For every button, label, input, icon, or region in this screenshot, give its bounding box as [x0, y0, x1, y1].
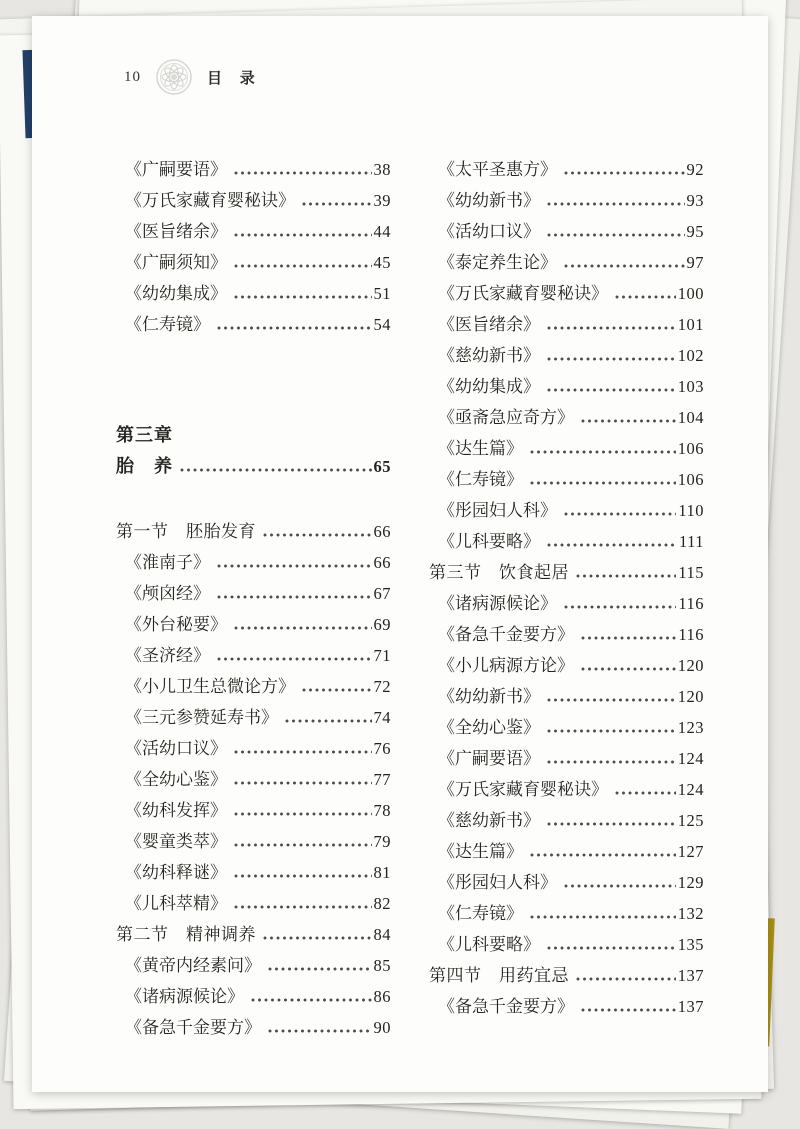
toc-entry-page: 38 [373, 160, 391, 179]
dot-leader [580, 659, 676, 679]
dot-leader [546, 690, 676, 710]
toc-entry-page: 78 [373, 801, 391, 820]
toc-entry-page: 74 [373, 708, 391, 727]
toc-entry-page: 90 [373, 1018, 391, 1037]
toc-entry-page: 137 [677, 966, 704, 985]
toc-entry-page: 69 [373, 615, 391, 634]
toc-entry-label: 《幼幼集成》 [438, 377, 540, 396]
toc-entry-book [116, 950, 391, 981]
toc-entry-page: 135 [677, 935, 704, 954]
dot-leader [546, 349, 676, 369]
toc-entry-page: 106 [677, 470, 704, 489]
toc-entry-page: 51 [373, 284, 391, 303]
toc-entry-page: 81 [373, 863, 391, 882]
toc-entry-book [429, 650, 704, 681]
toc-entry-page: 84 [373, 925, 391, 944]
toc-entry-book [429, 340, 704, 371]
dot-leader [546, 194, 685, 214]
dot-leader [529, 845, 676, 865]
toc-entry-book [429, 805, 704, 836]
toc-entry-book [116, 702, 391, 733]
toc-entry-book [116, 547, 391, 578]
toc-entry-label: 《彤园妇人科》 [438, 501, 557, 520]
dot-leader [233, 256, 372, 276]
toc-entry-book [429, 681, 704, 712]
toc-entry-label: 《圣济经》 [125, 646, 210, 665]
toc-column-right [429, 154, 704, 1043]
toc-entry-page: 76 [373, 739, 391, 758]
toc-entry-page: 66 [373, 553, 391, 572]
toc-entry-book [429, 433, 704, 464]
toc-entry-page: 45 [373, 253, 391, 272]
toc-entry-label: 《颅囟经》 [125, 584, 210, 603]
toc-entry-book [116, 185, 391, 216]
toc-entry-label: 《幼幼集成》 [125, 284, 227, 303]
toc-entry-page: 101 [677, 315, 704, 334]
toc-entry-label: 《广嗣要语》 [125, 160, 227, 179]
dot-leader [179, 460, 372, 480]
dot-leader [563, 876, 676, 896]
dot-leader [546, 814, 676, 834]
toc-entry-book [116, 981, 391, 1012]
dot-leader [529, 473, 676, 493]
toc-entry-section [429, 960, 704, 991]
toc-entry-page: 54 [373, 315, 391, 334]
dot-leader [563, 504, 676, 524]
toc-entry-label: 《彤园妇人科》 [438, 873, 557, 892]
toc-entry-page: 66 [373, 522, 391, 541]
toc-entry-book [429, 619, 704, 650]
toc-entry-page: 129 [677, 873, 704, 892]
dot-leader [233, 742, 372, 762]
toc-entry-page: 102 [677, 346, 704, 365]
toc-entry-book [429, 247, 704, 278]
toc-entry-label: 《诸病源候论》 [125, 987, 244, 1006]
toc-entry-label: 《全幼心鉴》 [125, 770, 227, 789]
toc-entry-book [116, 826, 391, 857]
toc-entry-label: 《仁寿镜》 [438, 904, 523, 923]
toc-entry-label: 《仁寿镜》 [125, 315, 210, 334]
dot-leader [529, 442, 676, 462]
dot-leader [233, 866, 372, 886]
toc-entry-book [116, 309, 391, 340]
toc-entry-label: 《备急千金要方》 [125, 1018, 261, 1037]
dot-leader [546, 752, 676, 772]
toc-entry-chapter_title [116, 451, 391, 482]
toc-entry-page: 104 [677, 408, 704, 427]
toc-entry-book [116, 640, 391, 671]
toc-entry-page: 67 [373, 584, 391, 603]
dot-leader [546, 318, 676, 338]
dot-leader [233, 618, 372, 638]
toc-entry-page: 100 [677, 284, 704, 303]
toc-entry-book [116, 278, 391, 309]
toc-entry-page: 71 [373, 646, 391, 665]
page-header [124, 58, 262, 96]
toc-entry-book [116, 888, 391, 919]
toc-entry-page: 86 [373, 987, 391, 1006]
dot-leader [216, 649, 372, 669]
toc-entry-label: 《幼科释谜》 [125, 863, 227, 882]
toc-entry-book [429, 185, 704, 216]
toc-entry-page: 120 [677, 687, 704, 706]
toc-entry-page: 65 [373, 457, 391, 476]
toc-columns [116, 154, 704, 1043]
toc-entry-label: 《活幼口议》 [125, 739, 227, 758]
toc-entry-label: 《仁寿镜》 [438, 470, 523, 489]
toc-entry-page: 92 [686, 160, 704, 179]
toc-entry-page: 97 [686, 253, 704, 272]
toc-entry-label: 《广嗣要语》 [438, 749, 540, 768]
dot-leader [546, 938, 676, 958]
toc-entry-label: 《医旨绪余》 [125, 222, 227, 241]
book-page [32, 16, 768, 1092]
toc-column-left [116, 154, 391, 1043]
toc-entry-book [429, 774, 704, 805]
toc-entry-label: 《淮南子》 [125, 553, 210, 572]
dot-leader [301, 680, 372, 700]
toc-entry-book [429, 526, 704, 557]
toc-entry-book [429, 588, 704, 619]
dot-leader [284, 711, 372, 731]
toc-entry-page: 116 [678, 625, 704, 644]
toc-entry-label: 《全幼心鉴》 [438, 718, 540, 737]
toc-entry-label: 《医旨绪余》 [438, 315, 540, 334]
dot-leader [216, 318, 372, 338]
toc-entry-label: 《广嗣须知》 [125, 253, 227, 272]
toc-entry-book [116, 578, 391, 609]
toc-entry-label: 第一节 胚胎发育 [116, 522, 256, 541]
toc-entry-page: 124 [677, 780, 704, 799]
dot-leader [262, 525, 372, 545]
toc-entry-page: 93 [686, 191, 704, 210]
toc-entry-book [429, 309, 704, 340]
toc-entry-book [429, 371, 704, 402]
toc-entry-book [429, 278, 704, 309]
toc-entry-page: 125 [677, 811, 704, 830]
toc-entry-label: 《儿科萃精》 [125, 894, 227, 913]
toc-entry-label: 《小儿卫生总微论方》 [125, 677, 295, 696]
toc-entry-label: 第三节 饮食起居 [429, 563, 569, 582]
dot-leader [546, 380, 676, 400]
toc-entry-label: 《小儿病源方论》 [438, 656, 574, 675]
toc-entry-label: 《活幼口议》 [438, 222, 540, 241]
toc-entry-book [116, 795, 391, 826]
toc-entry-label: 《备急千金要方》 [438, 625, 574, 644]
toc-entry-label: 《慈幼新书》 [438, 811, 540, 830]
toc-entry-section [116, 919, 391, 950]
dot-leader [529, 907, 676, 927]
page-number: 10 [124, 68, 141, 85]
dot-leader [563, 163, 685, 183]
toc-entry-book [116, 733, 391, 764]
toc-entry-label: 《泰定养生论》 [438, 253, 557, 272]
dot-leader [233, 225, 372, 245]
page-title: 目 录 [207, 70, 262, 87]
toc-entry-book [429, 867, 704, 898]
dot-leader [233, 163, 372, 183]
toc-entry-book [429, 991, 704, 1022]
toc-entry-chapter [116, 420, 391, 451]
dot-leader [546, 721, 676, 741]
dot-leader [262, 928, 372, 948]
dot-leader [580, 628, 676, 648]
toc-entry-label: 《慈幼新书》 [438, 346, 540, 365]
toc-entry-page: 137 [677, 997, 704, 1016]
toc-entry-book [429, 836, 704, 867]
dot-leader [233, 773, 372, 793]
toc-entry-page: 132 [677, 904, 704, 923]
dot-leader [216, 587, 372, 607]
toc-entry-page: 85 [373, 956, 391, 975]
toc-entry-book [116, 247, 391, 278]
toc-entry-section [429, 557, 704, 588]
dot-leader [563, 597, 676, 617]
dot-leader [233, 835, 372, 855]
dot-leader [233, 897, 372, 917]
toc-entry-section [116, 516, 391, 547]
toc-entry-book [429, 495, 704, 526]
toc-entry-page: 79 [373, 832, 391, 851]
toc-entry-label: 第四节 用药宜忌 [429, 966, 569, 985]
toc-entry-label: 《三元参赞延寿书》 [125, 708, 278, 727]
toc-entry-page: 127 [677, 842, 704, 861]
toc-entry-label: 《达生篇》 [438, 439, 523, 458]
toc-entry-book [429, 154, 704, 185]
toc-entry-label: 《亟斋急应奇方》 [438, 408, 574, 427]
ornament-medallion-icon [155, 58, 193, 96]
toc-spacer [116, 340, 391, 420]
toc-entry-page: 82 [373, 894, 391, 913]
dot-leader [546, 225, 685, 245]
toc-entry-label: 《达生篇》 [438, 842, 523, 861]
toc-entry-book [116, 1012, 391, 1043]
toc-entry-page: 77 [373, 770, 391, 789]
toc-entry-page: 111 [678, 532, 704, 551]
dot-leader [614, 783, 676, 803]
dot-leader [233, 804, 372, 824]
toc-entry-page: 123 [677, 718, 704, 737]
toc-entry-book [429, 464, 704, 495]
toc-entry-label: 《外台秘要》 [125, 615, 227, 634]
toc-entry-label: 胎 养 [116, 456, 173, 476]
dot-leader [580, 411, 676, 431]
toc-entry-page: 39 [373, 191, 391, 210]
toc-entry-page: 106 [677, 439, 704, 458]
dot-leader [563, 256, 685, 276]
toc-entry-page: 116 [678, 594, 704, 613]
toc-entry-label: 《幼科发挥》 [125, 801, 227, 820]
dot-leader [575, 566, 676, 586]
toc-entry-label: 《幼幼新书》 [438, 687, 540, 706]
toc-entry-page: 110 [678, 501, 704, 520]
toc-entry-book [116, 764, 391, 795]
toc-entry-book [116, 154, 391, 185]
toc-entry-label: 《万氏家藏育婴秘诀》 [438, 284, 608, 303]
toc-entry-book [429, 743, 704, 774]
toc-entry-label: 《黄帝内经素问》 [125, 956, 261, 975]
dot-leader [614, 287, 676, 307]
toc-entry-label: 《诸病源候论》 [438, 594, 557, 613]
toc-entry-page: 115 [678, 563, 704, 582]
dot-leader [546, 535, 677, 555]
dot-leader [267, 1021, 372, 1041]
dot-leader [301, 194, 372, 214]
toc-entry-page: 124 [677, 749, 704, 768]
toc-entry-label: 《儿科要略》 [438, 532, 540, 551]
dot-leader [267, 959, 372, 979]
dot-leader [575, 969, 676, 989]
toc-entry-book [429, 402, 704, 433]
toc-entry-page: 44 [373, 222, 391, 241]
dot-leader [216, 556, 372, 576]
toc-entry-label: 《备急千金要方》 [438, 997, 574, 1016]
toc-entry-label: 《太平圣惠方》 [438, 160, 557, 179]
toc-entry-book [429, 898, 704, 929]
dot-leader [250, 990, 372, 1010]
toc-entry-label: 《婴童类萃》 [125, 832, 227, 851]
toc-entry-label: 第二节 精神调养 [116, 925, 256, 944]
toc-entry-book [116, 216, 391, 247]
toc-entry-book [429, 712, 704, 743]
dot-leader [580, 1000, 676, 1020]
toc-entry-book [116, 609, 391, 640]
toc-entry-label: 《幼幼新书》 [438, 191, 540, 210]
toc-entry-label: 《万氏家藏育婴秘诀》 [438, 780, 608, 799]
toc-entry-book [116, 671, 391, 702]
toc-entry-label: 《万氏家藏育婴秘诀》 [125, 191, 295, 210]
toc-entry-page: 95 [686, 222, 704, 241]
dot-leader [233, 287, 372, 307]
toc-spacer [116, 482, 391, 516]
toc-entry-page: 103 [677, 377, 704, 396]
toc-entry-book [116, 857, 391, 888]
toc-entry-book [429, 216, 704, 247]
toc-entry-label: 《儿科要略》 [438, 935, 540, 954]
toc-entry-book [429, 929, 704, 960]
toc-entry-page: 72 [373, 677, 391, 696]
toc-entry-page: 120 [677, 656, 704, 675]
toc-entry-label: 第三章 [116, 425, 173, 445]
